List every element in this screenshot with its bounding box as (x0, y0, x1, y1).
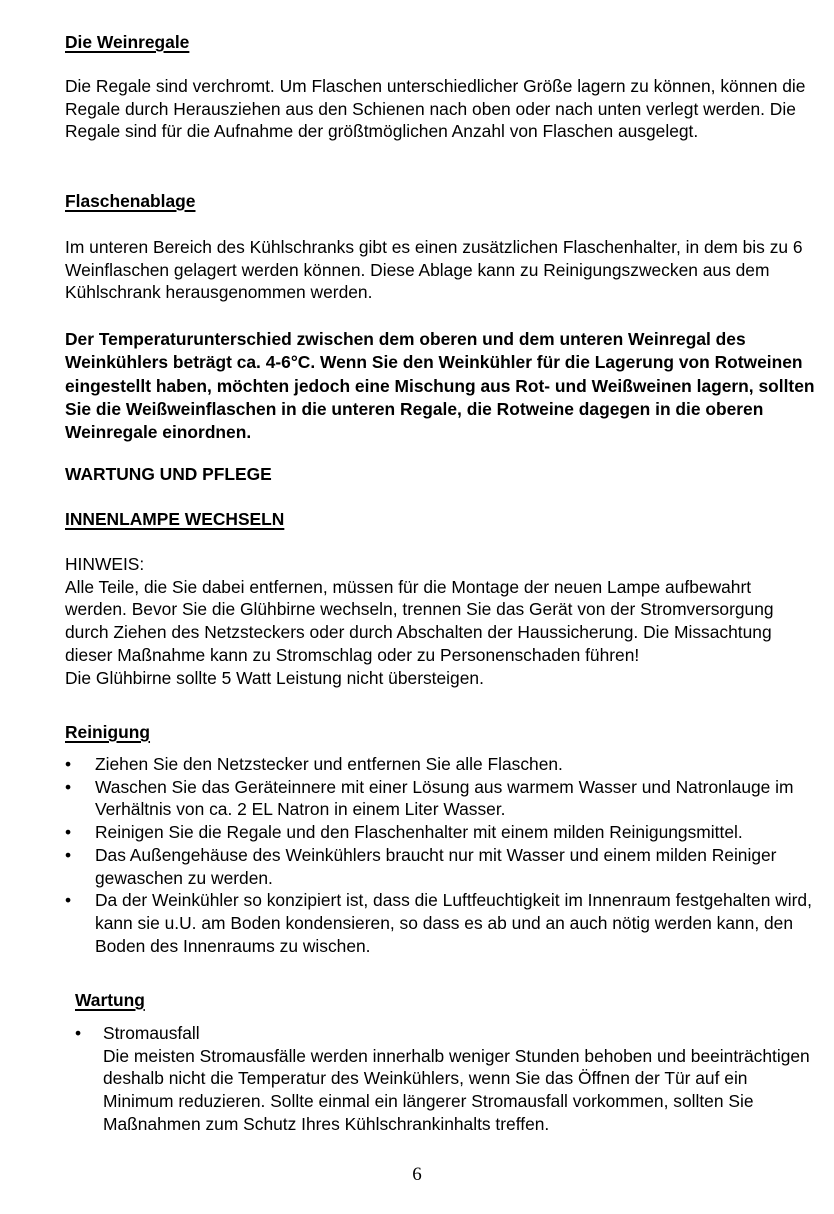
list-item: • Reinigen Sie die Regale und den Flaschenhalter mit einem milden Reinigungsmittel. (65, 821, 815, 844)
heading-weinregale: Die Weinregale (65, 32, 190, 52)
heading-innenlampe-wechseln: INNENLAMPE WECHSELN (65, 509, 285, 529)
list-item: • Waschen Sie das Geräteinnere mit einer Lösung aus warmem Wasser und Natronlauge im Verhältnis von ca. 2 EL Natron in einem Liter Wasser. (65, 776, 815, 821)
paragraph-flaschenablage: Im unteren Bereich des Kühlschranks gibt es einen zusätzlichen Flaschenhalter, in dem bis zu 6 Weinflaschen gelagert werden können. Diese Ablage kann zu Reinigungszwecken aus dem Kühlschrank herausgenommen werden. (65, 237, 803, 303)
hinweis-text: Alle Teile, die Sie dabei entfernen, müssen für die Montage der neuen Lampe aufbewahrt werden. Bevor Sie die Glühbirne wechseln, trennen Sie das Gerät von der Stromversorgung durch Ziehen des Netzsteckers oder durch Abschalten der Haussicherung. Die Missachtung dieser Maßnahme kann zu Stromschlag oder zu Personenschaden führen! (65, 576, 774, 665)
paragraph-weinregale: Die Regale sind verchromt. Um Flaschen unterschiedlicher Größe lagern zu können, können die Regale durch Herausziehen aus den Schienen nach oben oder nach unten verlegt werden. Die Regale sind für die Aufnahme der größtmöglichen Anzahl von Flaschen ausgelegt. (65, 76, 806, 142)
reinigung-list (65, 753, 815, 957)
heading-wartung: Wartung (75, 990, 145, 1010)
list-item: • Ziehen Sie den Netzstecker und entfernen Sie alle Flaschen. (65, 753, 815, 776)
page-number: 6 (412, 1164, 422, 1185)
heading-reinigung: Reinigung (65, 722, 151, 742)
temperature-note: Der Temperaturunterschied zwischen dem oberen und dem unteren Weinregal des Weinkühlers beträgt ca. 4-6°C. Wenn Sie den Weinkühler für die Lagerung von Rotweinen eingestellt haben, möchten jedoch eine Mischung aus Rot- und Weißweinen lagern, sollten Sie die Weißweinflaschen in die unteren Regale, die Rotweine dagegen in die oberen Weinregale einordnen. (65, 329, 815, 443)
wartung-list (75, 1022, 815, 1136)
watt-note: Die Glühbirne sollte 5 Watt Leistung nicht übersteigen. (65, 667, 484, 688)
list-item (75, 1022, 815, 1136)
list-item: • Das Außengehäuse des Weinkühlers braucht nur mit Wasser und einem milden Reiniger gewaschen zu werden. (65, 844, 815, 889)
list-item: • Da der Weinkühler so konzipiert ist, dass die Luftfeuchtigkeit im Innenraum festgehalten wird, kann sie u.U. am Boden kondensieren, so dass es ab und an auch nötig werden kann, den Boden des Innenraums zu wischen. (65, 889, 815, 957)
heading-wartung-und-pflege: WARTUNG UND PFLEGE (65, 464, 272, 484)
wartung-item-text: Die meisten Stromausfälle werden innerhalb weniger Stunden behoben und beeinträchtigen deshalb nicht die Temperatur des Weinkühlers, wenn Sie das Öffnen der Tür auf ein Minimum reduzieren. Sollte einmal ein längerer Stromausfall vorkommen, sollten Sie Maßnahmen zum Schutz Ihres Kühlschrankinhalts treffen. (103, 1045, 810, 1134)
heading-flaschenablage: Flaschenablage (65, 191, 196, 211)
wartung-item-title: • Stromausfall (103, 1023, 200, 1043)
hinweis-label: HINWEIS: (65, 554, 145, 574)
hinweis-block (65, 553, 815, 689)
